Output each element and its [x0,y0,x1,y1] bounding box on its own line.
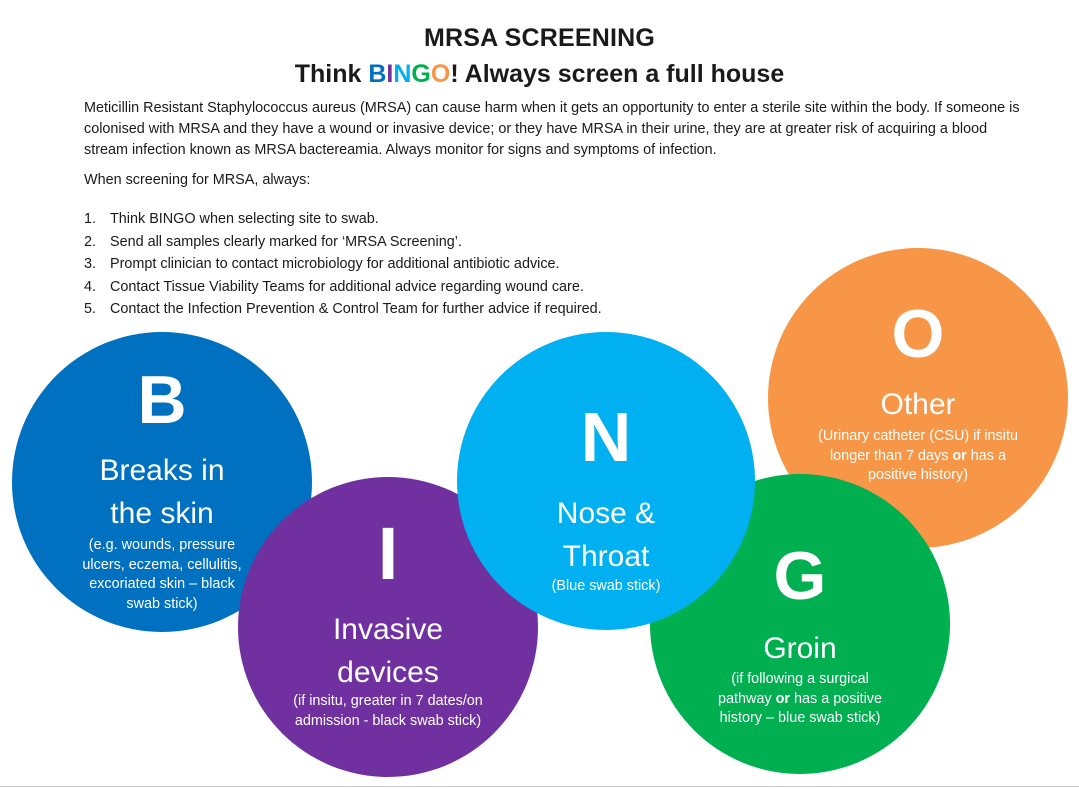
step-text: Contact Tissue Viability Teams for additional advice regarding wound care. [110,278,584,295]
note-text: has a positive history – blue swab stick) [719,690,882,726]
step-number: 1. [84,211,97,227]
step-text: Think BINGO when selecting site to swab. [110,211,379,227]
letter-n: N [580,398,632,476]
circle-note-breaks: (e.g. wounds, pressure ulcers, eczema, cellulitis, excoriated skin – black swab stick) [82,537,242,612]
note-emphasis: or [775,690,790,707]
bingo-letter-b: B [368,60,387,88]
steps-list [84,208,602,321]
page-title: MRSA SCREENING [423,24,656,52]
bingo-letter-o: O [430,60,451,88]
note-text: (if following a surgical pathway [717,671,869,707]
step-number: 5. [84,301,97,318]
letter-i: I [377,512,399,595]
intro-paragraph: Meticillin Resistant Staphylococcus aureus (MRSA) can cause harm when it gets an opportunity to enter a sterile site within the body. If someone is colonised with MRSA and they have a wound or invasive device; or they have MRSA in their urine, they are at greater risk of acquiring a blood stream infection known as MRSA bactereamia. Always monitor for signs and symptoms of infection. [84,100,1020,158]
circle-title-other: Other [880,388,956,421]
bingo-letter-i: I [386,60,394,88]
page-bottom-divider [0,786,1079,787]
list-item [84,298,602,321]
bingo-letter-g: G [411,60,431,88]
note-text: has a positive history) [868,447,1006,483]
step-number: 2. [84,233,97,250]
step-number: 4. [84,278,97,295]
step-number: 3. [84,256,97,273]
page-subtitle [0,60,1079,89]
circle-note-other [818,427,1018,486]
list-item [84,253,602,276]
circle-nose [457,332,755,630]
step-text: Send all samples clearly marked for ‘MRSA Screening’. [110,233,462,250]
letter-g: G [773,538,827,614]
circle-note-invasive: (if insitu, greater in 7 dates/on admission - black swab stick) [293,693,483,729]
circle-title-breaks: Breaks in the skin [99,454,225,530]
list-item [84,276,602,299]
letter-b: B [137,362,187,438]
circle-note-nose: (Blue swab stick) [551,578,661,594]
step-text: Contact the Infection Prevention & Control Team for further advice if required. [110,301,602,318]
bingo-letter-n: N [393,60,412,88]
circle-title-nose: Nose & Throat [556,497,656,573]
list-item [84,231,602,254]
note-text: (Urinary catheter (CSU) if insitu longer than 7 days [818,428,1018,464]
circle-title-invasive: Invasive devices [332,613,444,689]
subtitle-suffix: ! Always screen a full house [450,60,785,88]
step-text: Prompt clinician to contact microbiology for additional antibiotic advice. [110,256,560,273]
note-emphasis: or [952,447,967,464]
subtitle-prefix: Think [294,60,369,88]
list-item [84,208,602,231]
steps-lead: When screening for MRSA, always: [84,172,311,188]
bingo-word [368,60,450,88]
letter-o: O [891,296,945,372]
circle-title-groin: Groin [763,632,837,665]
circle-note-groin [710,670,890,729]
